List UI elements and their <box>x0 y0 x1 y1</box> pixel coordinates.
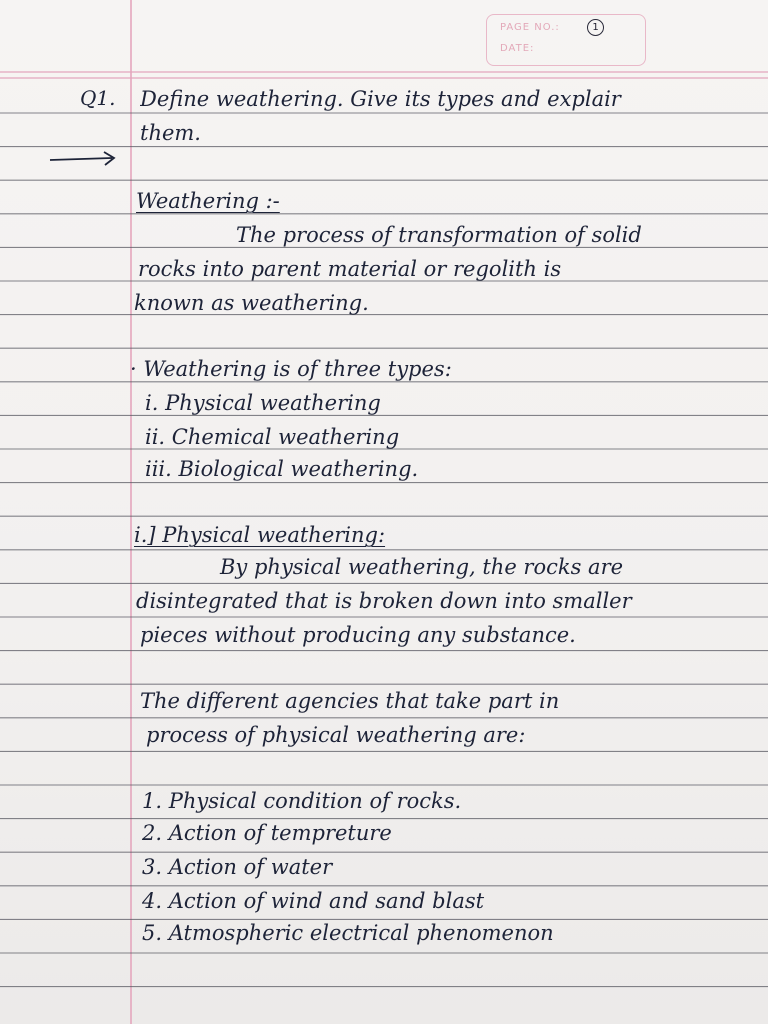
question-line-1: Define weathering. Give its types and explair <box>140 87 621 111</box>
page-no-label: PAGE NO.: <box>500 22 560 33</box>
agency-item-3: 3. Action of water <box>142 855 333 879</box>
agencies-line-1: The different agencies that take part in <box>140 689 560 713</box>
question-number: Q1. <box>80 86 116 110</box>
agency-item-4: 4. Action of wind and sand blast <box>142 889 485 913</box>
agencies-line-2: process of physical weathering are: <box>146 723 526 747</box>
date-label: DATE: <box>500 43 535 54</box>
physical-line-3: pieces without producing any substance. <box>140 623 576 647</box>
agency-item-1: 1. Physical condition of rocks. <box>142 789 462 813</box>
types-intro: · Weathering is of three types: <box>130 357 452 381</box>
physical-heading: i.] Physical weathering: <box>134 523 386 547</box>
definition-line-1: The process of transformation of solid <box>236 223 642 247</box>
definition-heading: Weathering :- <box>136 189 280 213</box>
agency-item-5: 5. Atmospheric electrical phenomenon <box>142 921 554 945</box>
type-item-3: iii. Biological weathering. <box>145 457 419 481</box>
question-line-2: them. <box>140 121 201 145</box>
page-number: 1 <box>587 19 604 36</box>
definition-line-2: rocks into parent material or regolith is <box>138 257 562 281</box>
type-item-1: i. Physical weathering <box>145 391 381 415</box>
physical-line-1: By physical weathering, the rocks are <box>220 555 624 579</box>
definition-line-3: known as weathering. <box>134 291 369 315</box>
arrow-icon <box>48 148 118 170</box>
type-item-2: ii. Chemical weathering <box>145 425 400 449</box>
agency-item-2: 2. Action of tempreture <box>142 821 392 845</box>
physical-line-2: disintegrated that is broken down into smaller <box>136 589 632 613</box>
